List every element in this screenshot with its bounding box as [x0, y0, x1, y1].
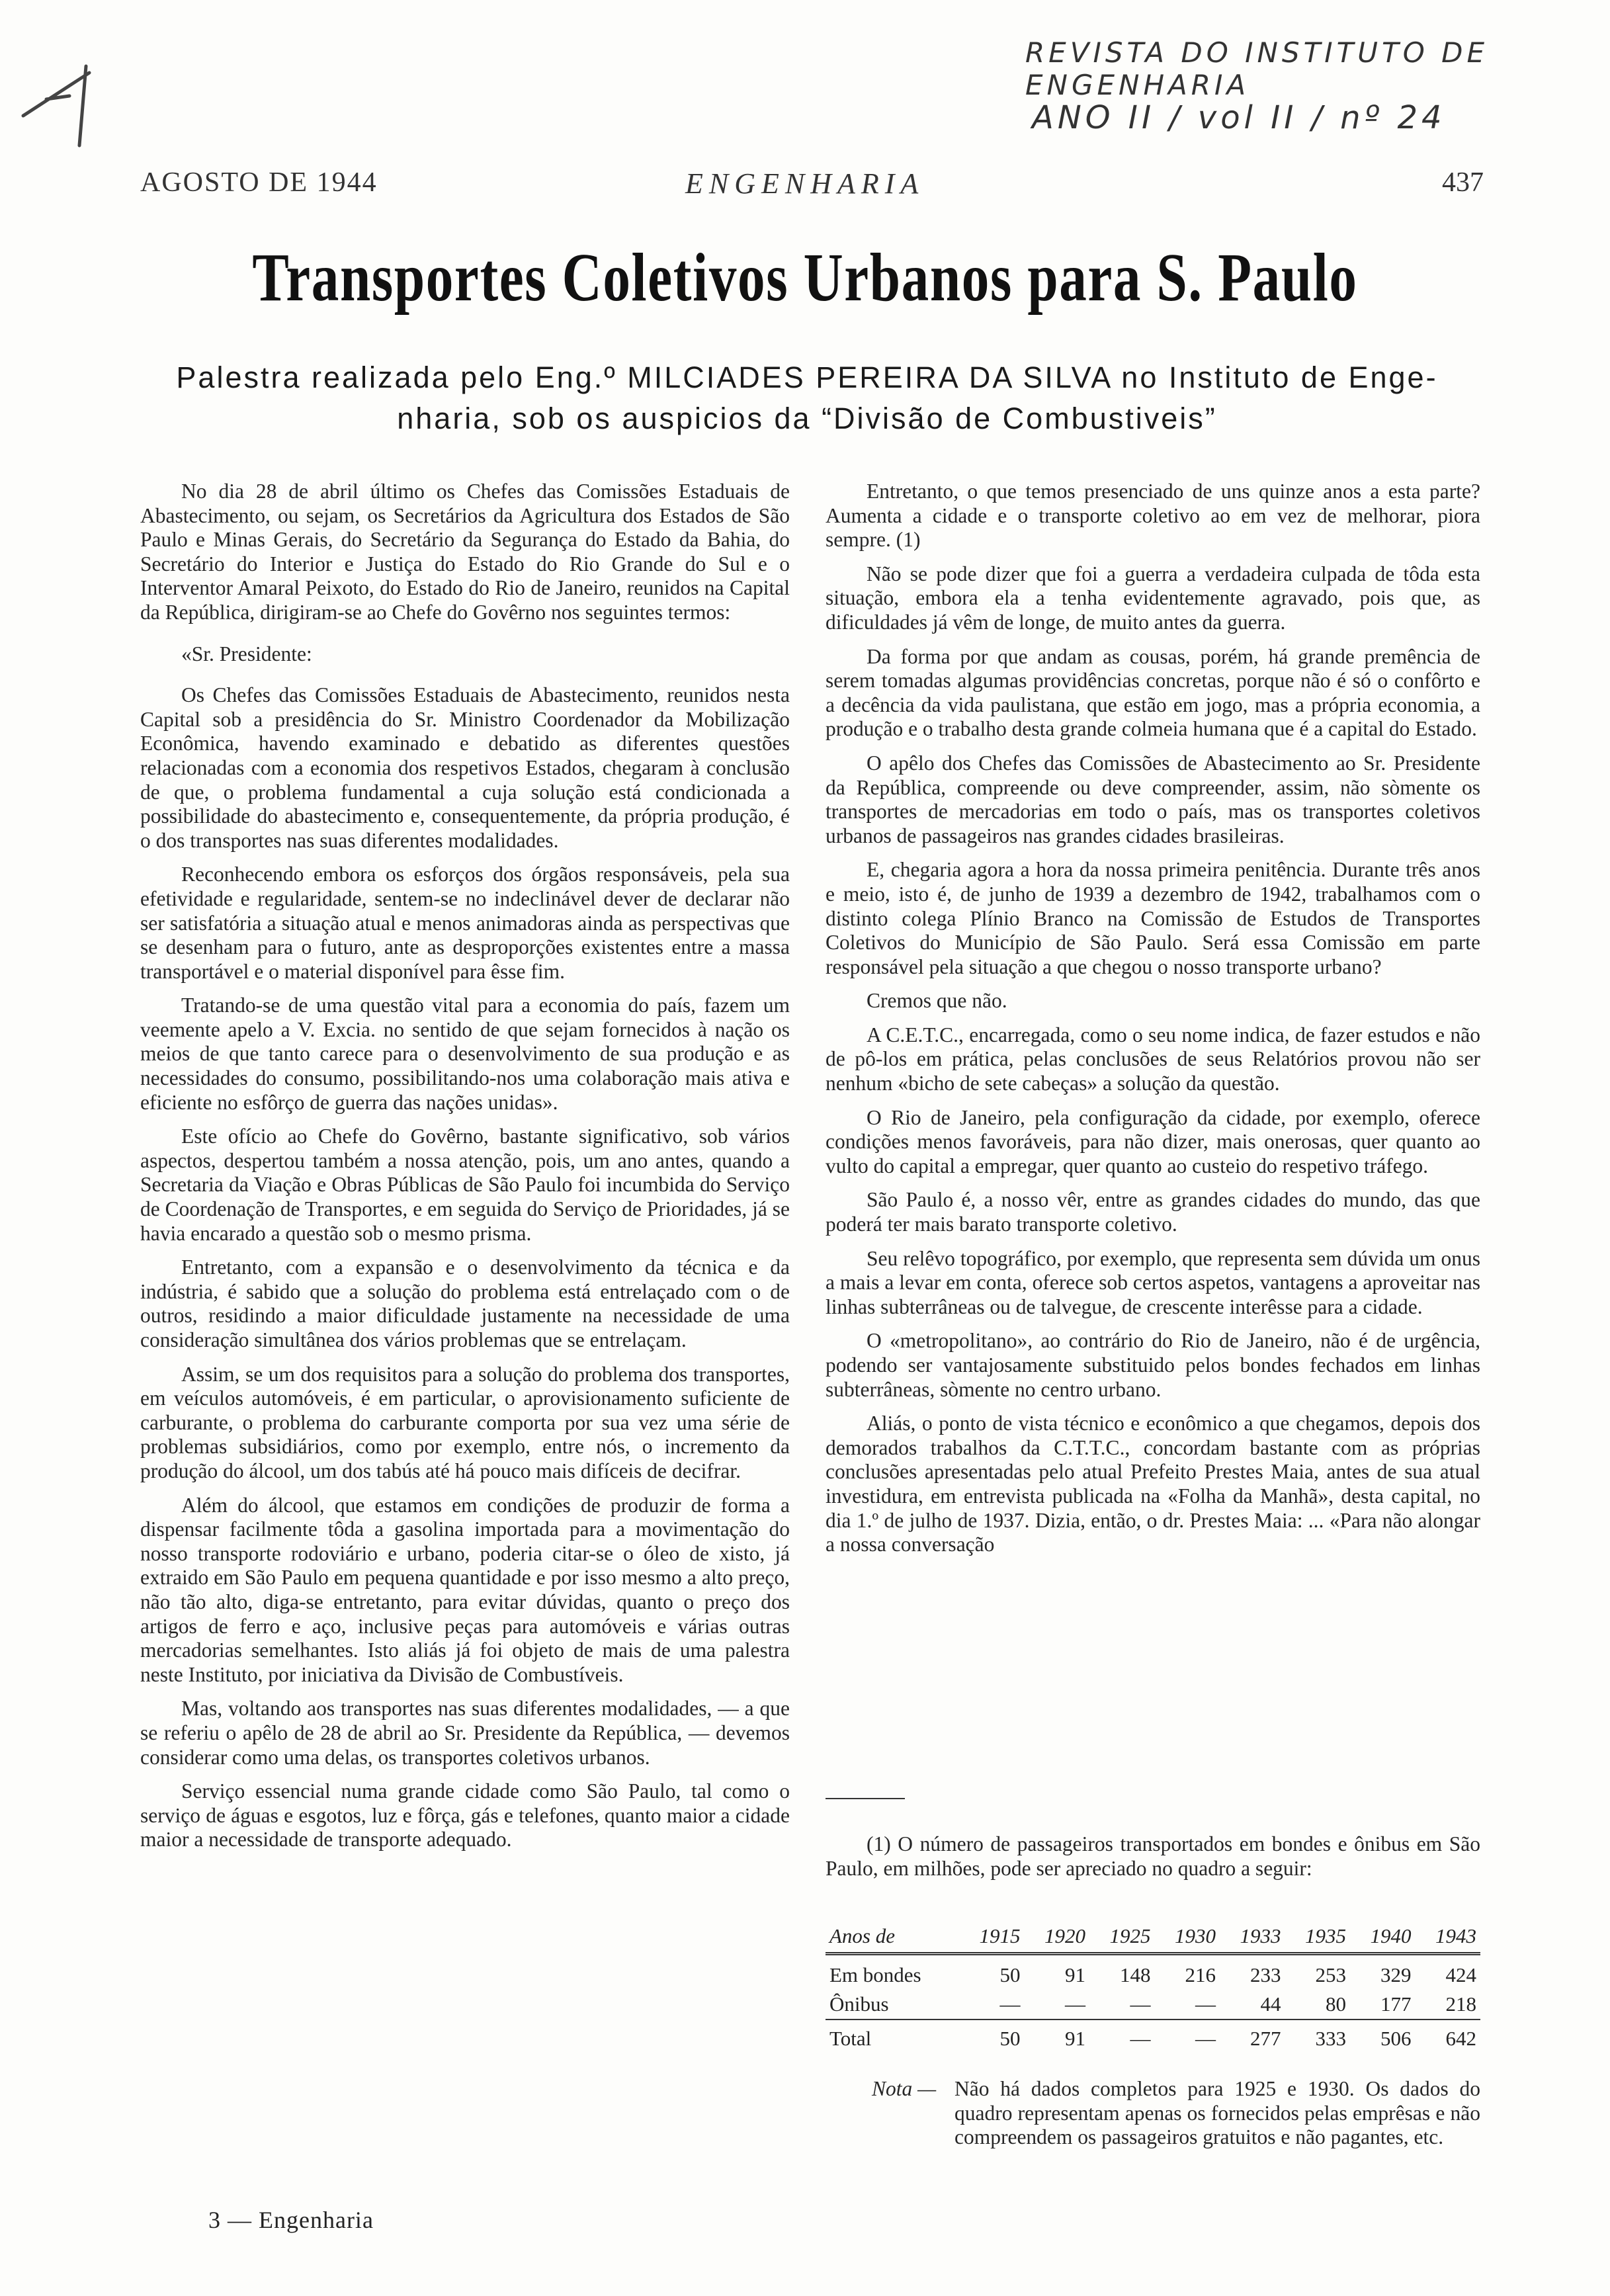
paragraph: «Sr. Presidente:	[181, 642, 312, 665]
table-total-row	[826, 2020, 1480, 2053]
table-header-label: Anos de	[826, 1922, 959, 1954]
left-column	[140, 480, 790, 1862]
table-cell: 642	[1416, 2020, 1481, 2053]
table-cell: 424	[1445, 1963, 1476, 1986]
paragraph: Reconhecendo embora os esforços dos órgãos responsáveis, pela sua efetividade e regularidade, sentem-se no indeclinável dever de declarar não ser satisfatória a situação atual e menos animadoras ainda as perspectivas que se desenham para o futuro, ante as desproporções existentes entre a massa transportável e o material disponível para êsse fim.	[140, 863, 790, 983]
table-cell: 80	[1326, 1992, 1346, 2016]
paragraph: O «metropolitano», ao contrário do Rio de Janeiro, não é de urgência, podendo ser vantajosamente substituido pelos bondes fechados em linhas subterrâneas, sòmente no centro urbano.	[826, 1329, 1480, 1401]
paragraph: Além do álcool, que estamos em condições de produzir de forma a dispensar facilmente tôda a gasolina importada para a movimentação do nosso transporte rodoviário e urbano, poderia citar-se o óleo de xisto, já extraido em São Paulo em pequena quantidade e por isso mesmo a alto preço, não tão alto, diga-se entretanto, para evitar dúvidas, quanto o preço dos artigos de ferro e aço, inclusive peças para automóveis e várias outras mercadorias semelhantes. Isto aliás já foi objeto de mais de uma palestra neste Instituto, por iniciativa da Divisão de Combustíveis.	[140, 1493, 790, 1686]
footnote-rule	[826, 1798, 905, 1799]
subtitle-line-1: Palestra realizada pelo Eng.º MILCIADES PEREIRA DA SILVA no Instituto de Enge-	[176, 361, 1438, 394]
paragraph: Cremos que não.	[867, 989, 1007, 1013]
table-row	[826, 1990, 1480, 2020]
paragraph: Assim, se um dos requisitos para a solução do problema dos transportes, em veículos automóveis, é em particular, o aprovisionamento suficiente de carburante, o problema do carburante comporta por sua vez uma série de problemas subsidiários, como por exemplo, entre nós, o incremento da produção do álcool, um dos tabús até há pouco mais difíceis de decifrar.	[140, 1362, 790, 1482]
footnote	[826, 1832, 1480, 1881]
table-cell: 148	[1120, 1963, 1151, 1986]
table-cell: 333	[1285, 2020, 1351, 2053]
header-page-number: 437	[1442, 167, 1484, 198]
table-cell: 329	[1380, 1963, 1412, 1986]
table-note	[826, 2077, 1480, 2150]
table-year: 1920	[1025, 1922, 1090, 1954]
table-cell: 91	[1025, 2020, 1090, 2053]
row-label: Total	[826, 2020, 959, 2053]
right-column	[826, 480, 1480, 1567]
header-journal: ENGENHARIA	[685, 167, 925, 200]
table-row	[826, 1954, 1480, 1990]
table-cell: 233	[1250, 1963, 1281, 1986]
table-year: 1925	[1089, 1922, 1155, 1954]
table-cell: 218	[1445, 1992, 1476, 2016]
table-header-row	[826, 1922, 1480, 1954]
table-cell: 44	[1260, 1992, 1281, 2016]
handwritten-mark	[20, 53, 99, 152]
paragraph: Seu relêvo topográfico, por exemplo, que representa sem dúvida um onus a mais a levar em conta, oferece sob certos aspetos, vantagens a aproveitar nas linhas subterrâneas ou de talvegue, de crescente interêsse para a cidade.	[826, 1246, 1480, 1318]
table-cell: —	[1065, 1992, 1085, 2016]
table-year: 1940	[1350, 1922, 1416, 1954]
paragraph: No dia 28 de abril último os Chefes das Comissões Estaduais de Abastecimento, ou sejam, os Secretários da Agricultura dos Estados de São Paulo e Minas Gerais, do Secretário da Segurança do Estado da Bahia, do Secretário do Interior e Justiça do Estado do Rio Grande do Sul e o Interventor Amaral Peixoto, do Estado do Rio de Janeiro, reunidos na Capital da República, dirigiram-se ao Chefe do Govêrno nos seguintes termos:	[140, 480, 790, 624]
paragraph: Entretanto, o que temos presenciado de uns quinze anos a esta parte? Aumenta a cidade e o transporte coletivo ao em vez de melhorar, piora sempre. (1)	[826, 480, 1480, 552]
handwritten-note-line2: ANO II / vol II / nº 24	[1032, 99, 1446, 136]
paragraph: E, chegaria agora a hora da nossa primeira penitência. Durante três anos e meio, isto é, de junho de 1939 a dezembro de 1942, trabalhamos com o distinto colega Plínio Branco na Comissão de Estudos de Transportes Coletivos do Município de São Paulo. Será essa Comissão em parte responsável pela situação a que chegou o nosso transporte urbano?	[826, 858, 1480, 978]
table-year: 1943	[1416, 1922, 1481, 1954]
table-note-text: Não há dados completos para 1925 e 1930. Os dados do quadro representam apenas os fornecidos pelas emprêsas e não compreendem os passageiros gratuitos e não pagantes, etc.	[954, 2077, 1480, 2148]
paragraph: Entretanto, com a expansão e o desenvolvimento da técnica e da indústria, é sabido que a solução do problema está entrelaçado com o de outros, residindo a maior dificuldade justamente na necessidade de uma consideração simultânea dos vários problemas que se entrelaçam.	[140, 1255, 790, 1351]
paragraph: Serviço essencial numa grande cidade como São Paulo, tal como o serviço de águas e esgotos, luz e fôrça, gás e telefones, quanto maior a cidade maior a necessidade de transporte adequado.	[140, 1779, 790, 1851]
table-year: 1935	[1285, 1922, 1351, 1954]
table-cell: 277	[1220, 2020, 1285, 2053]
paragraph: O apêlo dos Chefes das Comissões de Abastecimento ao Sr. Presidente da República, compreende ou deve compreender, assim, não sòmente os transportes de mercadorias em todo o país, mas os transportes coletivos urbanos de passageiros nas grandes cidades brasileiras.	[826, 751, 1480, 847]
paragraph: Os Chefes das Comissões Estaduais de Abastecimento, reunidos nesta Capital sob a presidência do Sr. Ministro Coordenador da Mobilização Econômica, havendo examinado e debatido as diferentes questões relacionadas com a economia dos respetivos Estados, chegaram à conclusão de que, o problema fundamental a cuja solução está condicionada a possibilidade do abastecimento e, consequentemente, da própria produção, é o dos transportes nas suas diferentes modalidades.	[140, 683, 790, 852]
ridership-table	[826, 1922, 1480, 2053]
table-cell: —	[999, 1992, 1021, 2016]
row-label: Ônibus	[829, 1992, 889, 2016]
table-cell: —	[1195, 1992, 1216, 2016]
subtitle-line-2: nharia, sob os auspicios da “Divisão de Combustiveis”	[397, 402, 1217, 435]
table-cell: 91	[1065, 1963, 1085, 1986]
paragraph: Da forma por que andam as cousas, porém, há grande premência de serem tomadas algumas providências concretas, porque não é só o confôrto e a decência da vida paulistana, que estão em jogo, mas a própria economia, a produção e o trabalho desta grande colmeia humana que é a capital do Estado.	[826, 644, 1480, 741]
article-title: Transportes Coletivos Urbanos para S. Paulo	[252, 239, 1358, 316]
table-note-label: Nota —	[872, 2077, 937, 2100]
table-cell: 177	[1380, 1992, 1412, 2016]
paragraph: Aliás, o ponto de vista técnico e econômico a que chegamos, depois dos demorados trabalhos da C.T.T.C., concordam bastante com as próprias conclusões apresentadas pelo atual Prefeito Prestes Maia, antes de sua atual investidura, em entrevista publicada na «Folha da Manhã», desta capital, no dia 1.º de julho de 1937. Dizia, então, o dr. Prestes Maia: ... «Para não alongar a nossa conversação	[826, 1412, 1480, 1556]
footnote-text: (1) O número de passageiros transportados em bondes e ônibus em São Paulo, em milhões, pode ser apreciado no quadro a seguir:	[826, 1832, 1480, 1880]
paragraph: O Rio de Janeiro, pela configuração da cidade, por exemplo, oferece condições menos favoráveis, para não dizer, mais onerosas, quer quanto ao vulto do capital a empregar, quer quanto ao custeio do respetivo tráfego.	[826, 1105, 1480, 1177]
table-cell: 50	[959, 2020, 1025, 2053]
table-cell: 50	[999, 1963, 1021, 1986]
table-cell: 506	[1350, 2020, 1416, 2053]
paragraph: Este ofício ao Chefe do Govêrno, bastante significativo, sob vários aspectos, despertou também a nossa atenção, pois, um ano antes, quando a Secretaria da Viação e Obras Públicas de São Paulo foi incumbida do Serviço de Coordenação de Transportes, e em seguida do Serviço de Prioridades, já se havia encarado a questão sob o mesmo prisma.	[140, 1125, 790, 1245]
paragraph: Não se pode dizer que foi a guerra a verdadeira culpada de tôda esta situação, embora ela a tenha evidentemente agravado, pois que, as dificuldades já vêm de longe, de muito antes da guerra.	[826, 562, 1480, 634]
paragraph: São Paulo é, a nosso vêr, entre as grandes cidades do mundo, das que poderá ter mais barato transporte coletivo.	[826, 1188, 1480, 1236]
table-year: 1930	[1155, 1922, 1220, 1954]
row-label: Em bondes	[829, 1963, 921, 1986]
table-cell: —	[1155, 2020, 1220, 2053]
article-subtitle	[126, 357, 1488, 439]
handwritten-note-line1: REVISTA DO INSTITUTO DE ENGENHARIA	[1025, 36, 1488, 101]
table-year: 1915	[959, 1922, 1025, 1954]
paragraph: Mas, voltando aos transportes nas suas diferentes modalidades, — a que se referiu o apêlo de 28 de abril ao Sr. Presidente da República, — devemos considerar como uma delas, os transportes coletivos urbanos.	[140, 1697, 790, 1769]
header-date: AGOSTO DE 1944	[140, 167, 378, 198]
page-footer: 3 — Engenharia	[208, 2207, 374, 2233]
table-cell: 216	[1185, 1963, 1216, 1986]
table-cell: —	[1089, 2020, 1155, 2053]
table-cell: —	[1130, 1992, 1151, 2016]
paragraph: Tratando-se de uma questão vital para a economia do país, fazem um veemente apelo a V. Excia. no sentido de que sejam fornecidos à nação os meios de que tanto carece para o desenvolvimento de sua produção e as necessidades do consumo, possibilitando-nos uma colaboração mais ativa e eficiente no esfôrço de guerra das nações unidas».	[140, 994, 790, 1114]
table-year: 1933	[1220, 1922, 1285, 1954]
table-cell: 253	[1315, 1963, 1346, 1986]
paragraph: A C.E.T.C., encarregada, como o seu nome indica, de fazer estudos e não de pô-los em prática, pelas conclusões de seus Relatórios provou não ser nenhum «bicho de sete cabeças» a solução da questão.	[826, 1023, 1480, 1095]
